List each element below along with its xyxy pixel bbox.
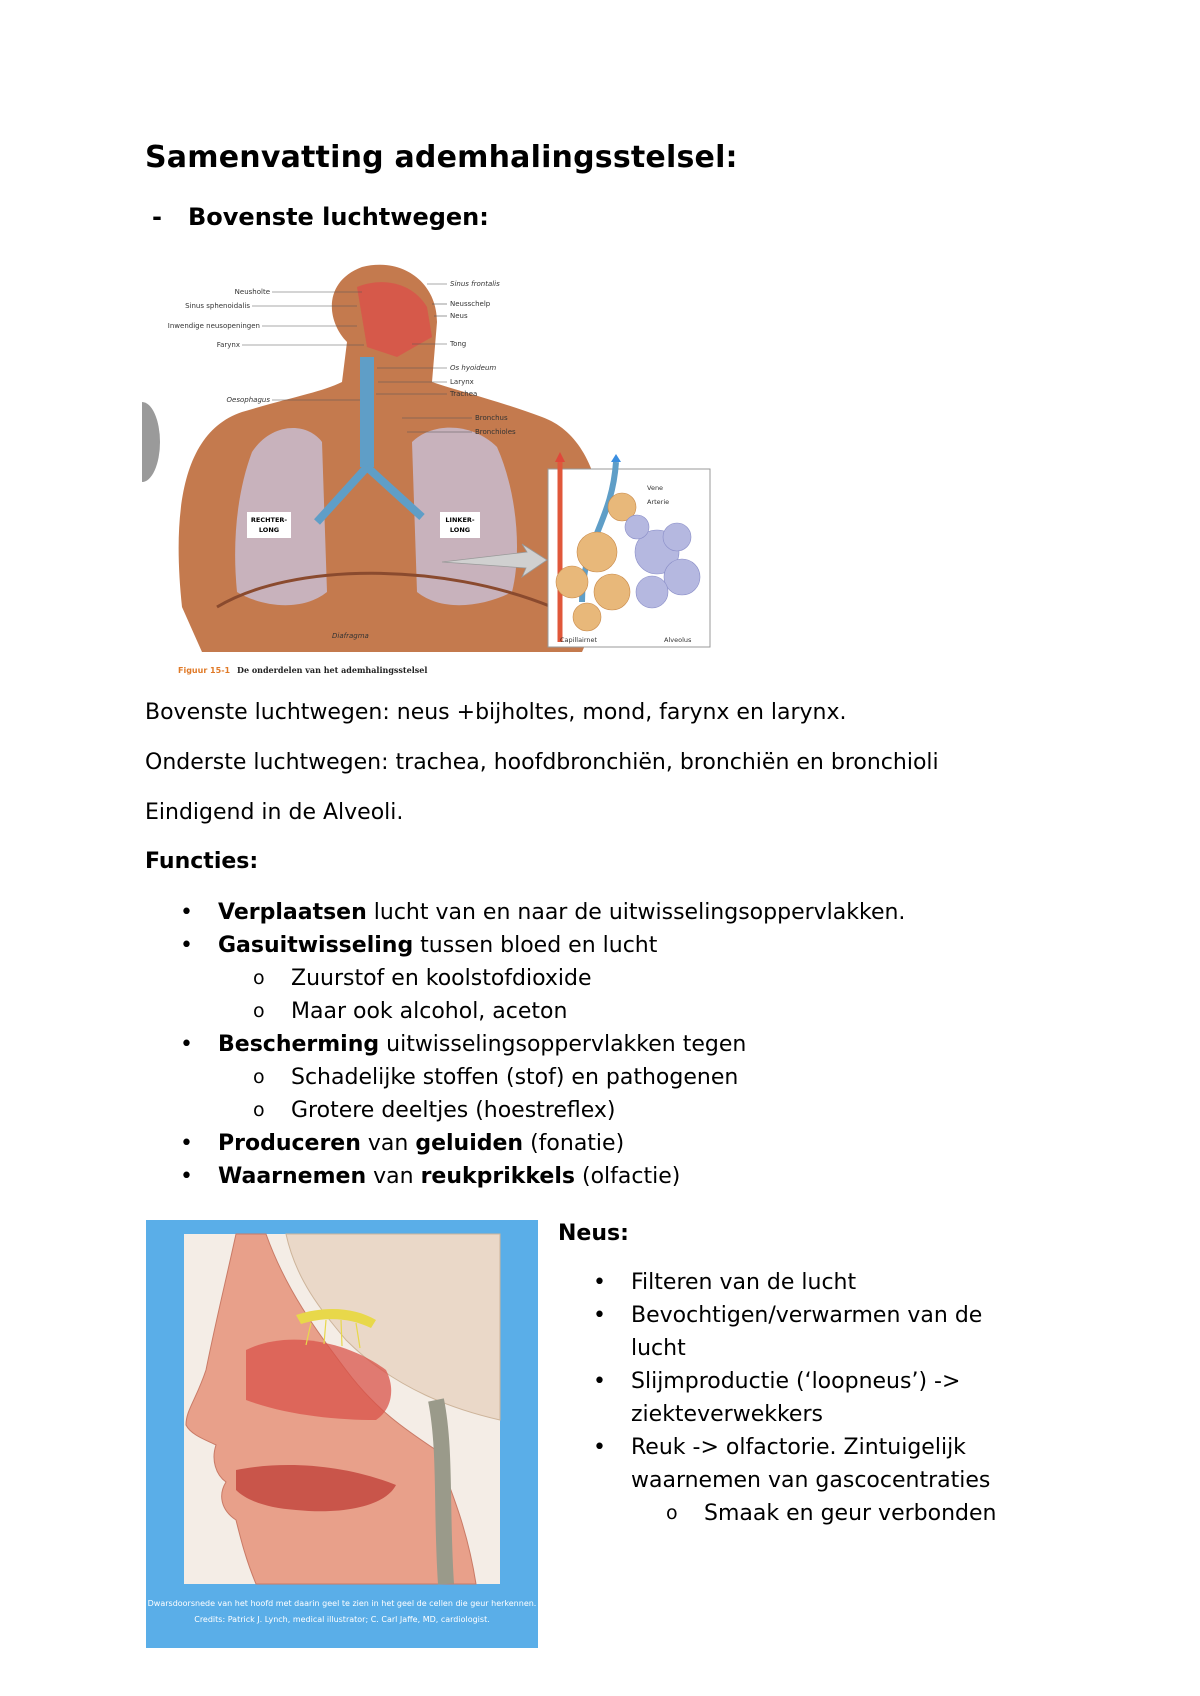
subheading — [152, 203, 489, 231]
neus-list — [558, 1266, 996, 1530]
subheading-dash: - — [152, 203, 162, 231]
figure1-caption-number: Figuur 15-1 — [178, 666, 231, 675]
list-item: • Slijmproductie (‘loopneus’) -> — [558, 1365, 996, 1398]
list-item: • Verplaatsen lucht van en naar de uitwisselingsoppervlakken. — [145, 896, 905, 929]
head-cross-section-figure — [146, 1220, 538, 1648]
left-lung-label: LINKER- — [445, 516, 475, 524]
paragraph-onderste: Onderste luchtwegen: trachea, hoofdbronchiën, bronchiën en bronchioli — [145, 750, 939, 775]
label-neusschelp: Neusschelp — [450, 300, 491, 308]
inset-label-capillairnet: Capillairnet — [560, 636, 598, 644]
list-sub-item: o Zuurstof en koolstofdioxide — [145, 962, 905, 995]
label-diafragma: Diafragma — [332, 632, 369, 640]
label-sinus-frontalis: Sinus frontalis — [450, 280, 500, 288]
paragraph-bovenste: Bovenste luchtwegen: neus +bijholtes, mond, farynx en larynx. — [145, 700, 847, 725]
decorative-half-circle — [142, 402, 160, 482]
list-item-continuation: lucht — [631, 1336, 686, 1361]
list-item: • Reuk -> olfactorie. Zintuigelijk — [558, 1431, 996, 1464]
list-item: • Filteren van de lucht — [558, 1266, 996, 1299]
label-trachea: Trachea — [450, 390, 478, 398]
list-item: • Bescherming uitwisselingsoppervlakken tegen — [145, 1028, 905, 1061]
label-tong: Tong — [450, 340, 467, 348]
list-item-continuation: ziekteverwekkers — [631, 1402, 823, 1427]
trachea-shape — [360, 357, 374, 467]
figure1-caption-text: De onderdelen van het ademhalingsstelsel — [237, 665, 428, 675]
subheading-text: Bovenste luchtwegen: — [188, 203, 489, 231]
label-neus: Neus — [450, 312, 468, 320]
list-item: • Waarnemen van reukprikkels (olfactie) — [145, 1160, 905, 1193]
label-sinus-sphenoidalis: Sinus sphenoidalis — [185, 302, 250, 310]
page-title: Samenvatting ademhalingsstelsel: — [145, 140, 738, 175]
list-sub-item: o Maar ook alcohol, aceton — [145, 995, 905, 1028]
respiratory-system-figure — [142, 262, 717, 692]
label-larynx: Larynx — [450, 378, 474, 386]
inset-label-alveolus: Alveolus — [664, 636, 692, 644]
list-sub-item: o Grotere deeltjes (hoestreflex) — [145, 1094, 905, 1127]
inset-label-vene: Vene — [647, 484, 664, 492]
label-os-hyoideum: Os hyoideum — [450, 364, 497, 372]
list-item-continuation: waarnemen van gascocentraties — [631, 1468, 991, 1493]
label-oesophagus: Oesophagus — [226, 396, 270, 404]
label-bronchioles: Bronchioles — [475, 428, 516, 436]
functies-heading: Functies: — [145, 849, 259, 874]
list-sub-item: o Schadelijke stoffen (stof) en pathogenen — [145, 1061, 905, 1094]
list-item: • Gasuitwisseling tussen bloed en lucht — [145, 929, 905, 962]
figure2-caption-line1: Dwarsdoorsnede van het hoofd met daarin geel te zien in het geel de cellen die geur herkennen. — [147, 1599, 537, 1608]
right-lung-label: RECHTER- — [250, 516, 288, 524]
list-item: • Produceren van geluiden (fonatie) — [145, 1127, 905, 1160]
functies-list — [145, 896, 905, 1193]
neus-heading: Neus: — [558, 1221, 629, 1246]
paragraph-eindigend: Eindigend in de Alveoli. — [145, 800, 404, 825]
list-item: • Bevochtigen/verwarmen van de — [558, 1299, 996, 1332]
list-sub-item: o Smaak en geur verbonden — [558, 1497, 996, 1530]
label-neusholte: Neusholte — [234, 288, 270, 296]
svg-text:LONG: LONG — [258, 526, 280, 534]
inset-label-arterie: Arterie — [647, 498, 670, 506]
label-farynx: Farynx — [216, 341, 240, 349]
svg-text:LONG: LONG — [449, 526, 471, 534]
label-bronchus: Bronchus — [475, 414, 508, 422]
label-inwendige-neusopeningen: Inwendige neusopeningen — [167, 322, 260, 330]
figure2-caption-line2: Credits: Patrick J. Lynch, medical illustrator; C. Carl Jaffe, MD, cardiologist. — [194, 1615, 490, 1624]
